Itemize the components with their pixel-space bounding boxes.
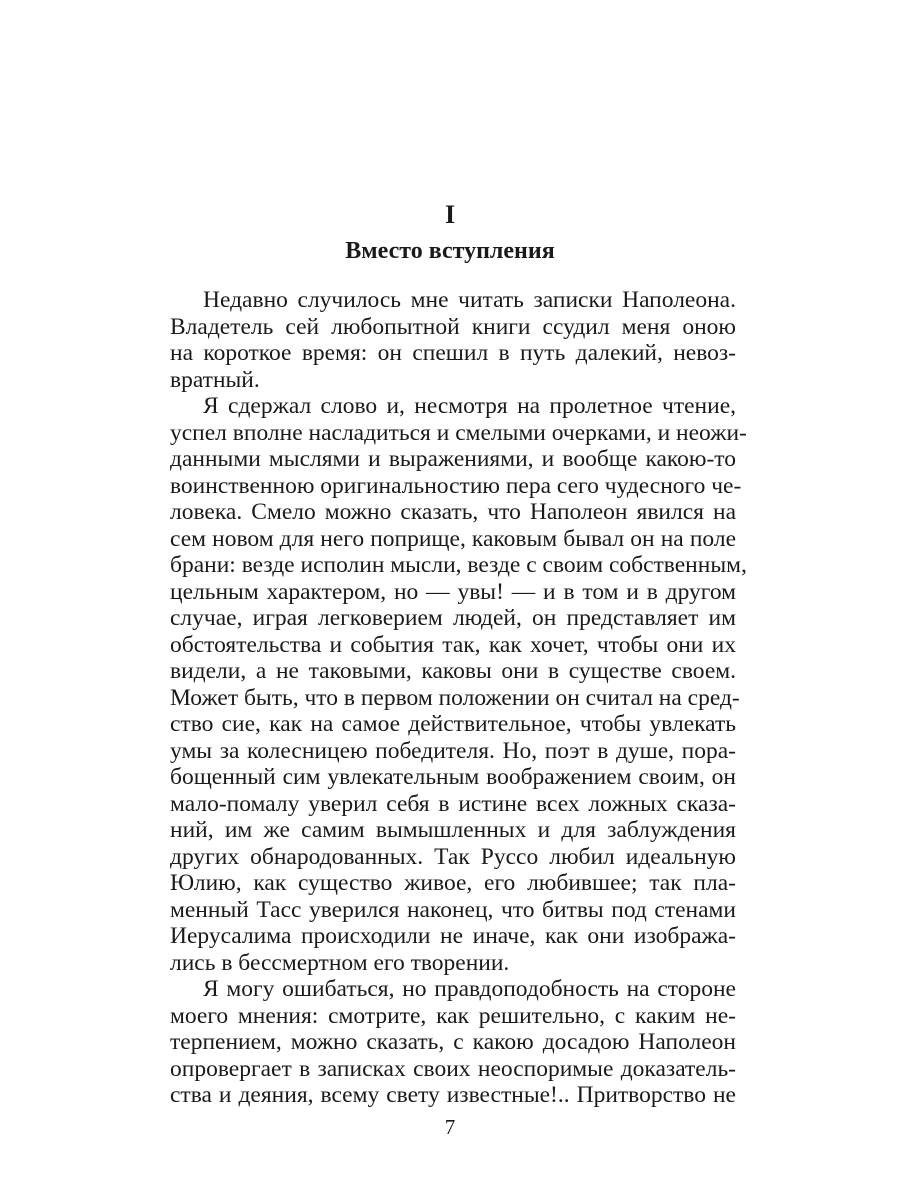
- text-line: ний, им же самим вымышленных и для заблуждения: [170, 817, 736, 843]
- text-line: брани: везде исполин мысли, везде с своим собственным,: [170, 552, 747, 578]
- text-line: Владетель сей любопытной книги ссудил меня оною: [170, 313, 736, 340]
- text-line: сем новом для него поприще, каковым бывал он на поле: [170, 525, 736, 552]
- text-line: Юлию, как существо живое, его любившее; так пла-: [170, 870, 736, 896]
- text-line: моего мнения: смотрите, как решительно, с каким не-: [170, 1002, 736, 1029]
- text-line: цельным характером, но — увы! — и в том и в другом: [170, 578, 736, 605]
- text-line: мало-помалу уверил себя в истине всех ложных сказа-: [170, 790, 736, 817]
- text-line: случае, играя легковерием людей, он представляет им: [170, 605, 736, 631]
- text-line: видели, а не таковыми, каковы они в существе своем.: [170, 658, 736, 684]
- text-line: менный Тасс уверился наконец, что битвы под стенами: [170, 896, 736, 923]
- text-line: Я могу ошибаться, но правдоподобность на стороне: [203, 976, 736, 1002]
- text-line: бощенный сим увлекательным воображением своим, он: [170, 764, 736, 790]
- text-line: других обнародованных. Так Руссо любил идеальную: [170, 843, 736, 870]
- body-text: [170, 287, 747, 1109]
- text-line: Недавно случилось мне читать записки Наполеона.: [203, 287, 736, 313]
- text-line: данными мыслями и выражениями, и вообще какою-то: [170, 446, 736, 472]
- paragraph-1: [170, 287, 736, 393]
- text-line: ловека. Смело можно сказать, что Наполеон явился на: [170, 499, 736, 525]
- text-line: Может быть, что в первом положении он считал на сред-: [170, 684, 740, 711]
- text-line: ство сие, как на самое действительное, чтобы увлекать: [170, 711, 736, 737]
- text-line: лись в бессмертном его творении.: [170, 949, 510, 976]
- chapter-title: Вместо вступления: [345, 238, 555, 264]
- text-line: обстоятельства и события так, как хочет, чтобы они их: [170, 631, 736, 658]
- text-line: на короткое время: он спешил в путь далекий, невоз-: [170, 340, 736, 366]
- text-line: Я сдержал слово и, несмотря на пролетное чтение,: [203, 393, 736, 419]
- chapter-number: I: [444, 200, 456, 229]
- text-line: умы за колесницею победителя. Но, поэт в душе, пора-: [170, 737, 736, 764]
- text-line: терпением, можно сказать, с какою досадою Наполеон: [170, 1029, 736, 1055]
- text-line: опровергает в записках своих неоспоримые доказатель-: [170, 1055, 736, 1082]
- text-line: успел вполне насладиться и смелыми очерками, и неожи-: [170, 419, 747, 446]
- paragraph-2: [170, 393, 747, 976]
- text-line: вратный.: [170, 366, 260, 393]
- text-line: Иерусалима происходили не иначе, как они изобража-: [170, 923, 736, 949]
- text-line: воинственною оригинальностию пера сего чудесного че-: [170, 472, 742, 499]
- text-line: ства и деяния, всему свету известные!.. Притворство не: [170, 1082, 736, 1108]
- paragraph-3: [170, 976, 736, 1109]
- page-number: 7: [444, 1115, 456, 1139]
